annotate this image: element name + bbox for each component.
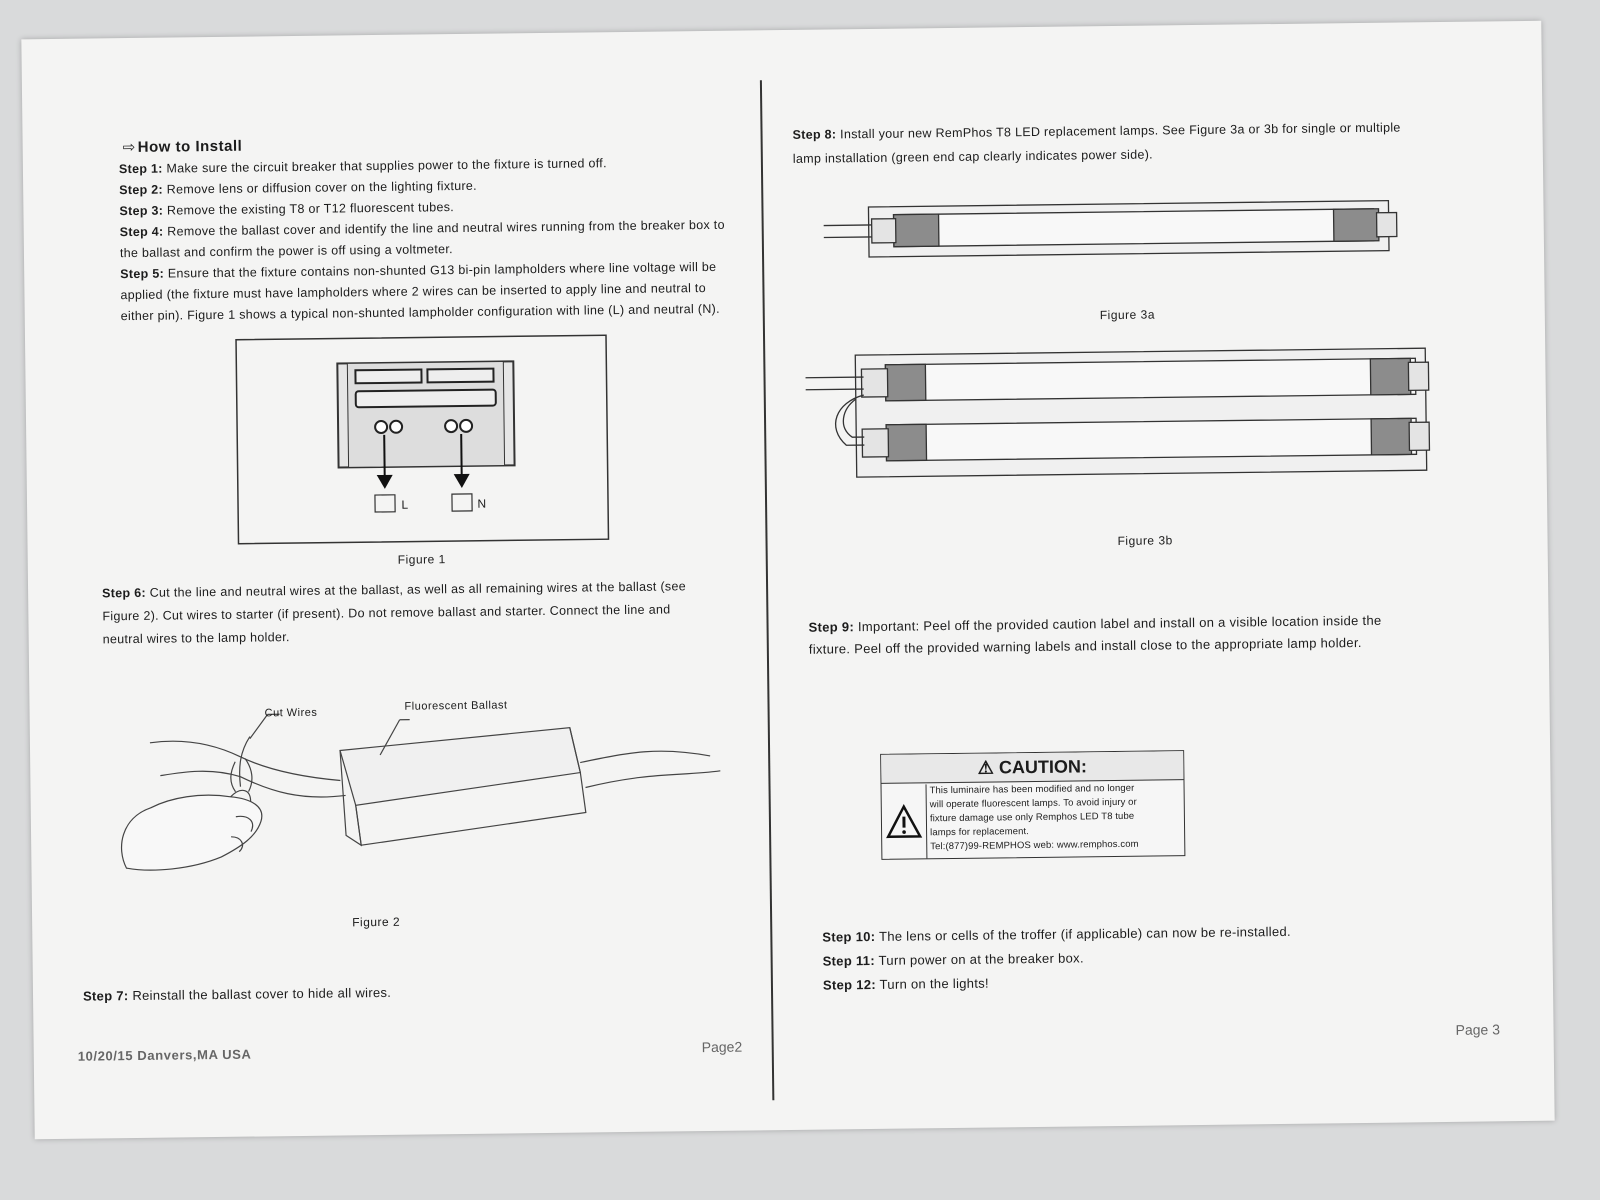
step-4-cont bbox=[120, 242, 453, 260]
figure-1-label-n: N bbox=[477, 496, 487, 511]
caution-title bbox=[881, 751, 1183, 784]
step-3 bbox=[119, 200, 454, 218]
caution-title-text: CAUTION: bbox=[998, 756, 1087, 778]
caution-icon-cell bbox=[882, 784, 928, 859]
figure-3a-caption: Figure 3a bbox=[1099, 307, 1156, 323]
caution-body bbox=[930, 781, 1183, 854]
step-7 bbox=[83, 985, 391, 1004]
step-label: Step 10: bbox=[822, 928, 876, 945]
step-9-cont bbox=[809, 635, 1362, 657]
figure-2-caption: Figure 2 bbox=[352, 914, 401, 930]
left-page bbox=[61, 31, 743, 1064]
warning-triangle-icon bbox=[886, 804, 922, 838]
figure-3a-single-lamp bbox=[823, 192, 1404, 269]
caution-line: will operate fluorescent lamps. To avoid injury or bbox=[929, 796, 1137, 811]
step-text: Remove the existing T8 or T12 fluorescent tubes. bbox=[166, 200, 455, 218]
figure-2-ballast-label: Fluorescent Ballast bbox=[404, 699, 508, 713]
step-label: Step 6: bbox=[102, 585, 146, 601]
figure-2-cut-wires-label: Cut Wires bbox=[264, 706, 318, 720]
page-number-left: Page2 bbox=[701, 1038, 743, 1056]
how-to-install-heading bbox=[123, 137, 243, 156]
step-text: Remove lens or diffusion cover on the lighting fixture. bbox=[166, 178, 477, 197]
figure-3b-double-lamp bbox=[805, 340, 1447, 488]
step-5-cont-2 bbox=[121, 302, 720, 323]
heading-text: How to Install bbox=[137, 137, 243, 156]
step-5 bbox=[120, 260, 716, 281]
footer-date-location: 10/20/15 Danvers,MA USA bbox=[77, 1046, 252, 1064]
step-text: the ballast and confirm the power is off using a voltmeter. bbox=[119, 242, 453, 261]
step-text: lamp installation (green end cap clearly indicates power side). bbox=[792, 147, 1153, 166]
step-label: Step 11: bbox=[822, 952, 876, 969]
step-label: Step 12: bbox=[822, 976, 877, 993]
step-10 bbox=[822, 924, 1291, 945]
step-label: Step 1: bbox=[118, 161, 163, 177]
step-text: Remove the ballast cover and identify the line and neutral wires running from the breaker box to bbox=[167, 217, 725, 239]
caution-line: lamps for replacement. bbox=[930, 826, 1029, 839]
step-label: Step 4: bbox=[119, 224, 164, 240]
step-text: Ensure that the fixture contains non-shunted G13 bi-pin lampholders where line voltage will be bbox=[167, 259, 717, 281]
right-page bbox=[791, 21, 1491, 657]
step-text: Turn on the lights! bbox=[879, 975, 989, 992]
step-text: Reinstall the ballast cover to hide all wires. bbox=[132, 984, 392, 1004]
arrow-icon: ⇨ bbox=[122, 138, 136, 157]
page-number-right: Page 3 bbox=[1455, 1021, 1501, 1038]
step-text: fixture. Peel off the provided warning labels and install close to the appropriate lamp holder. bbox=[808, 634, 1362, 657]
step-text: either pin). Figure 1 shows a typical non-shunted lampholder configuration with line (L) and neutral (N). bbox=[120, 301, 720, 324]
step-text: The lens or cells of the troffer (if applicable) can now be re-installed. bbox=[878, 923, 1291, 944]
step-12 bbox=[823, 976, 989, 993]
step-text: Make sure the circuit breaker that supplies power to the fixture is turned off. bbox=[166, 156, 607, 176]
step-1 bbox=[119, 156, 607, 176]
step-6 bbox=[102, 574, 763, 651]
step-text: Install your new RemPhos T8 LED replacement lamps. See Figure 3a or 3b for single or multiple bbox=[840, 120, 1401, 142]
step-8 bbox=[792, 120, 1400, 141]
step-4 bbox=[120, 218, 725, 239]
figure-2-cut-wires-illustration bbox=[89, 691, 732, 909]
step-11 bbox=[823, 950, 1084, 968]
warning-triangle-icon: ⚠ bbox=[977, 757, 994, 778]
step-label: Step 9: bbox=[808, 619, 855, 635]
caution-line: Tel:(877)99-REMPHOS web: www.remphos.com bbox=[930, 838, 1139, 853]
step-8-cont bbox=[793, 148, 1153, 166]
step-text: neutral wires to the lamp holder. bbox=[102, 630, 290, 647]
step-label: Step 8: bbox=[792, 127, 837, 142]
figure-3b-caption: Figure 3b bbox=[1117, 533, 1173, 548]
step-text: applied (the fixture must have lampholders where 2 wires can be inserted to apply line and neutral to bbox=[120, 280, 706, 303]
figure-1-lampholder-diagram bbox=[235, 334, 609, 545]
step-5-cont-1 bbox=[120, 281, 706, 302]
step-9 bbox=[808, 613, 1381, 635]
step-text: Important: Peel off the provided caution label and install on a visible location inside the bbox=[857, 612, 1382, 635]
step-text: Turn power on at the breaker box. bbox=[878, 950, 1084, 968]
step-label: Step 5: bbox=[120, 266, 165, 282]
step-text: Figure 2). Cut wires to starter (if present). Do not remove ballast and starter. Connect the line and bbox=[102, 602, 671, 624]
caution-line: This luminaire has been modified and no longer bbox=[929, 782, 1135, 797]
step-label: Step 3: bbox=[119, 203, 164, 219]
step-2 bbox=[119, 179, 477, 197]
step-text: Cut the line and neutral wires at the ballast, as well as all remaining wires at the ballast (see bbox=[149, 579, 687, 600]
figure-1-caption: Figure 1 bbox=[397, 552, 446, 567]
instruction-sheet bbox=[21, 21, 1554, 1139]
step-label: Step 2: bbox=[119, 182, 164, 198]
step-label: Step 7: bbox=[82, 988, 129, 1004]
caution-line: fixture damage use only Remphos LED T8 tube bbox=[929, 810, 1135, 825]
figure-1-label-l: L bbox=[401, 497, 409, 512]
caution-label bbox=[880, 750, 1185, 860]
